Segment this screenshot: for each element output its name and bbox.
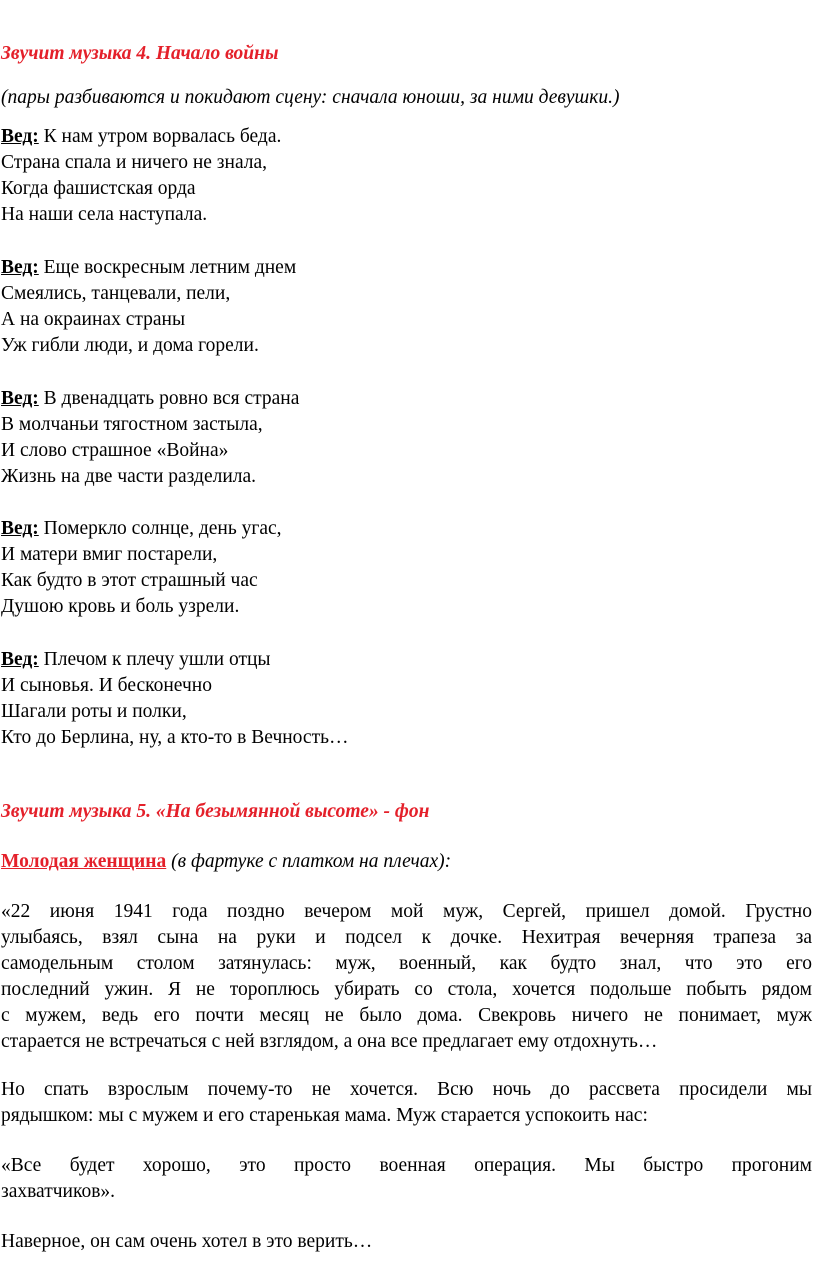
speaker-label: Вед: (1, 388, 39, 409)
stanza-line: И матери вмиг постарели, (1, 544, 218, 565)
stanza-first-text: Еще воскресным летним днем (43, 257, 297, 278)
music-cue-5-text: Звучит музыка 5. «На безымянной высоте» - фон (1, 801, 430, 822)
stanza-line: И сыновья. И бесконечно (1, 675, 212, 696)
paragraph-line: рядышком: мы с мужем и его старенькая мама. Муж старается успокоить нас: (1, 1105, 648, 1126)
monologue-paragraph-3 (1, 1153, 812, 1205)
stanza-line: А на окраинах страны (1, 309, 186, 330)
role-name: Молодая женщина (1, 851, 167, 872)
stanza-first-text: К нам утром ворвалась беда. (43, 126, 282, 147)
stanza-line: Смеялись, танцевали, пели, (1, 283, 231, 304)
paragraph-line: старается не встречаться с ней взглядом, а она все предлагает ему отдохнуть… (1, 1031, 658, 1052)
stanza-first-text: В двенадцать ровно вся страна (43, 388, 300, 409)
paragraph-line: «Все будет хорошо, это просто военная операция. Мы быстро прогоним (1, 1155, 812, 1176)
stanza-line: Душою кровь и боль узрели. (1, 596, 240, 617)
speaker-label: Вед: (1, 518, 39, 539)
stanza-4 (1, 516, 812, 620)
speaker-label: Вед: (1, 126, 39, 147)
stanza-line-first (1, 124, 812, 150)
stanza-line: Шагали роты и полки, (1, 701, 187, 722)
stanza-5 (1, 647, 812, 751)
stanza-line-first (1, 255, 812, 281)
stanza-line: И слово страшное «Война» (1, 440, 229, 461)
stanza-line-first (1, 516, 812, 542)
role-note: (в фартуке с платком на плечах): (171, 851, 452, 872)
monologue-paragraph-2 (1, 1077, 812, 1129)
paragraph-line: Но спать взрослым почему-то не хочется. Всю ночь до рассвета просидели мы (1, 1079, 812, 1100)
speaker-label: Вед: (1, 257, 39, 278)
paragraph-line: самодельным столом затянулась: муж, военный, как будто знал, что это его (1, 953, 812, 974)
stanza-line: На наши села наступала. (1, 204, 208, 225)
stage-direction-text: (пары разбиваются и покидают сцену: сначала юноши, за ними девушки.) (1, 87, 620, 108)
stanza-line: Страна спала и ничего не знала, (1, 152, 268, 173)
stanza-line: Как будто в этот страшный час (1, 570, 258, 591)
speaker-label: Вед: (1, 649, 39, 670)
stanza-first-text: Плечом к плечу ушли отцы (43, 649, 271, 670)
stanza-1 (1, 124, 812, 228)
paragraph-line: улыбаясь, взял сына на руки и подсел к дочке. Нехитрая вечерняя трапеза за (1, 927, 812, 948)
stanza-line: Когда фашистская орда (1, 178, 196, 199)
stanza-line: Жизнь на две части разделила. (1, 466, 257, 487)
stanza-line-first (1, 386, 812, 412)
stanza-line: В молчаньи тягостном застыла, (1, 414, 263, 435)
monologue-paragraph-4 (1, 1229, 812, 1255)
paragraph-line: «22 июня 1941 года поздно вечером мой муж, Сергей, пришел домой. Грустно (1, 901, 812, 922)
stanza-line-first (1, 647, 812, 673)
stage-direction (1, 85, 812, 111)
paragraph-line: Наверное, он сам очень хотел в это верить… (1, 1231, 373, 1252)
music-cue-heading-4 (1, 41, 812, 67)
monologue-paragraph-1 (1, 899, 812, 1055)
paragraph-line: последний ужин. Я не тороплюсь убирать со стола, хочется подольше побыть рядом (1, 979, 812, 1000)
stanza-line: Кто до Берлина, ну, а кто-то в Вечность… (1, 727, 349, 748)
stanza-3 (1, 386, 812, 490)
music-cue-4-text: Звучит музыка 4. Начало войны (1, 43, 279, 64)
paragraph-line: захватчиков». (1, 1181, 116, 1202)
music-cue-heading-5 (1, 799, 812, 825)
stanza-line: Уж гибли люди, и дома горели. (1, 335, 259, 356)
stanza-first-text: Померкло солнце, день угас, (43, 518, 282, 539)
role-heading (1, 849, 812, 875)
paragraph-line: с мужем, ведь его почти месяц не было дома. Свекровь ничего не понимает, муж (1, 1005, 812, 1026)
stanza-2 (1, 255, 812, 359)
